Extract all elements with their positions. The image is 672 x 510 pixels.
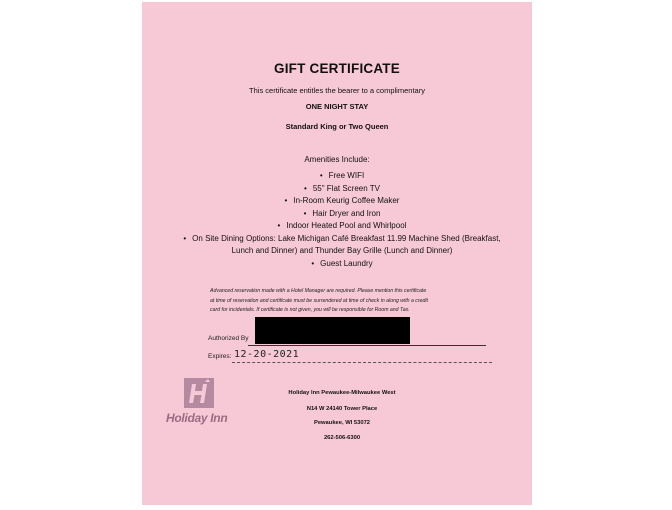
amenity-item: • 55" Flat Screen TV [172,183,512,196]
amenities-list [172,170,512,270]
bullet-icon: • [304,183,307,193]
authorized-by-label: Authorized By [208,335,249,342]
bullet-icon: • [183,233,187,243]
certificate-offer: ONE NIGHT STAY [305,102,369,111]
hotel-name: Holiday Inn Pewaukee-Milwaukee West [288,390,396,396]
certificate-room-type: Standard King or Two Queen [285,122,389,131]
hotel-phone: 262-506-6300 [323,435,361,441]
gift-certificate-page [142,2,532,505]
amenity-item: • Indoor Heated Pool and Whirlpool [172,220,512,233]
bullet-icon: • [319,171,323,180]
certificate-title: GIFT CERTIFICATE [274,61,400,76]
notice-line: Advanced reservation made with a Hotel Manager are required. Please mention this certificate [210,288,427,294]
authorized-signature-line [248,345,486,346]
amenity-item: • On Site Dining Options: Lake Michigan Café Breakfast 11.99 Machine Shed (Breakfast, Lunch and Dinner) and Thunder Bay Grille (Lunch and Dinner) [183,233,501,255]
bullet-icon: • [284,196,288,205]
holiday-inn-h-logo-icon [184,378,214,408]
amenity-item: • Guest Laundry [172,258,512,271]
holiday-inn-logo-text: Holiday Inn [166,411,228,425]
expires-date: 12-20-2021 [234,349,300,360]
bullet-icon: • [277,221,281,230]
holiday-inn-logo [166,378,236,432]
bullet-icon: • [311,258,315,268]
expires-line [232,362,492,363]
amenity-item: • Free WIFI [172,170,512,183]
redacted-signature [255,317,410,344]
notice-line: card for incidentals. If certificate is not given, you will be responsible for Room and Tax. [210,307,410,314]
amenity-item: • In-Room Keurig Coffee Maker [172,195,512,208]
notice-line: at time of reservation and certificate must be surrendered at time of check in along with a credit [210,297,428,304]
bullet-icon: • [303,208,307,218]
amenities-heading: Amenities Include: [304,155,370,164]
hotel-city: Pewaukee, WI 53072 [313,420,371,426]
hotel-street: N14 W 24140 Tower Place [306,406,378,412]
amenity-item: • Hair Dryer and Iron [172,208,512,221]
reservation-notice [210,287,500,316]
certificate-intro: This certificate entitles the bearer to a complimentary [249,86,425,95]
expires-label: Expires: [208,353,232,360]
